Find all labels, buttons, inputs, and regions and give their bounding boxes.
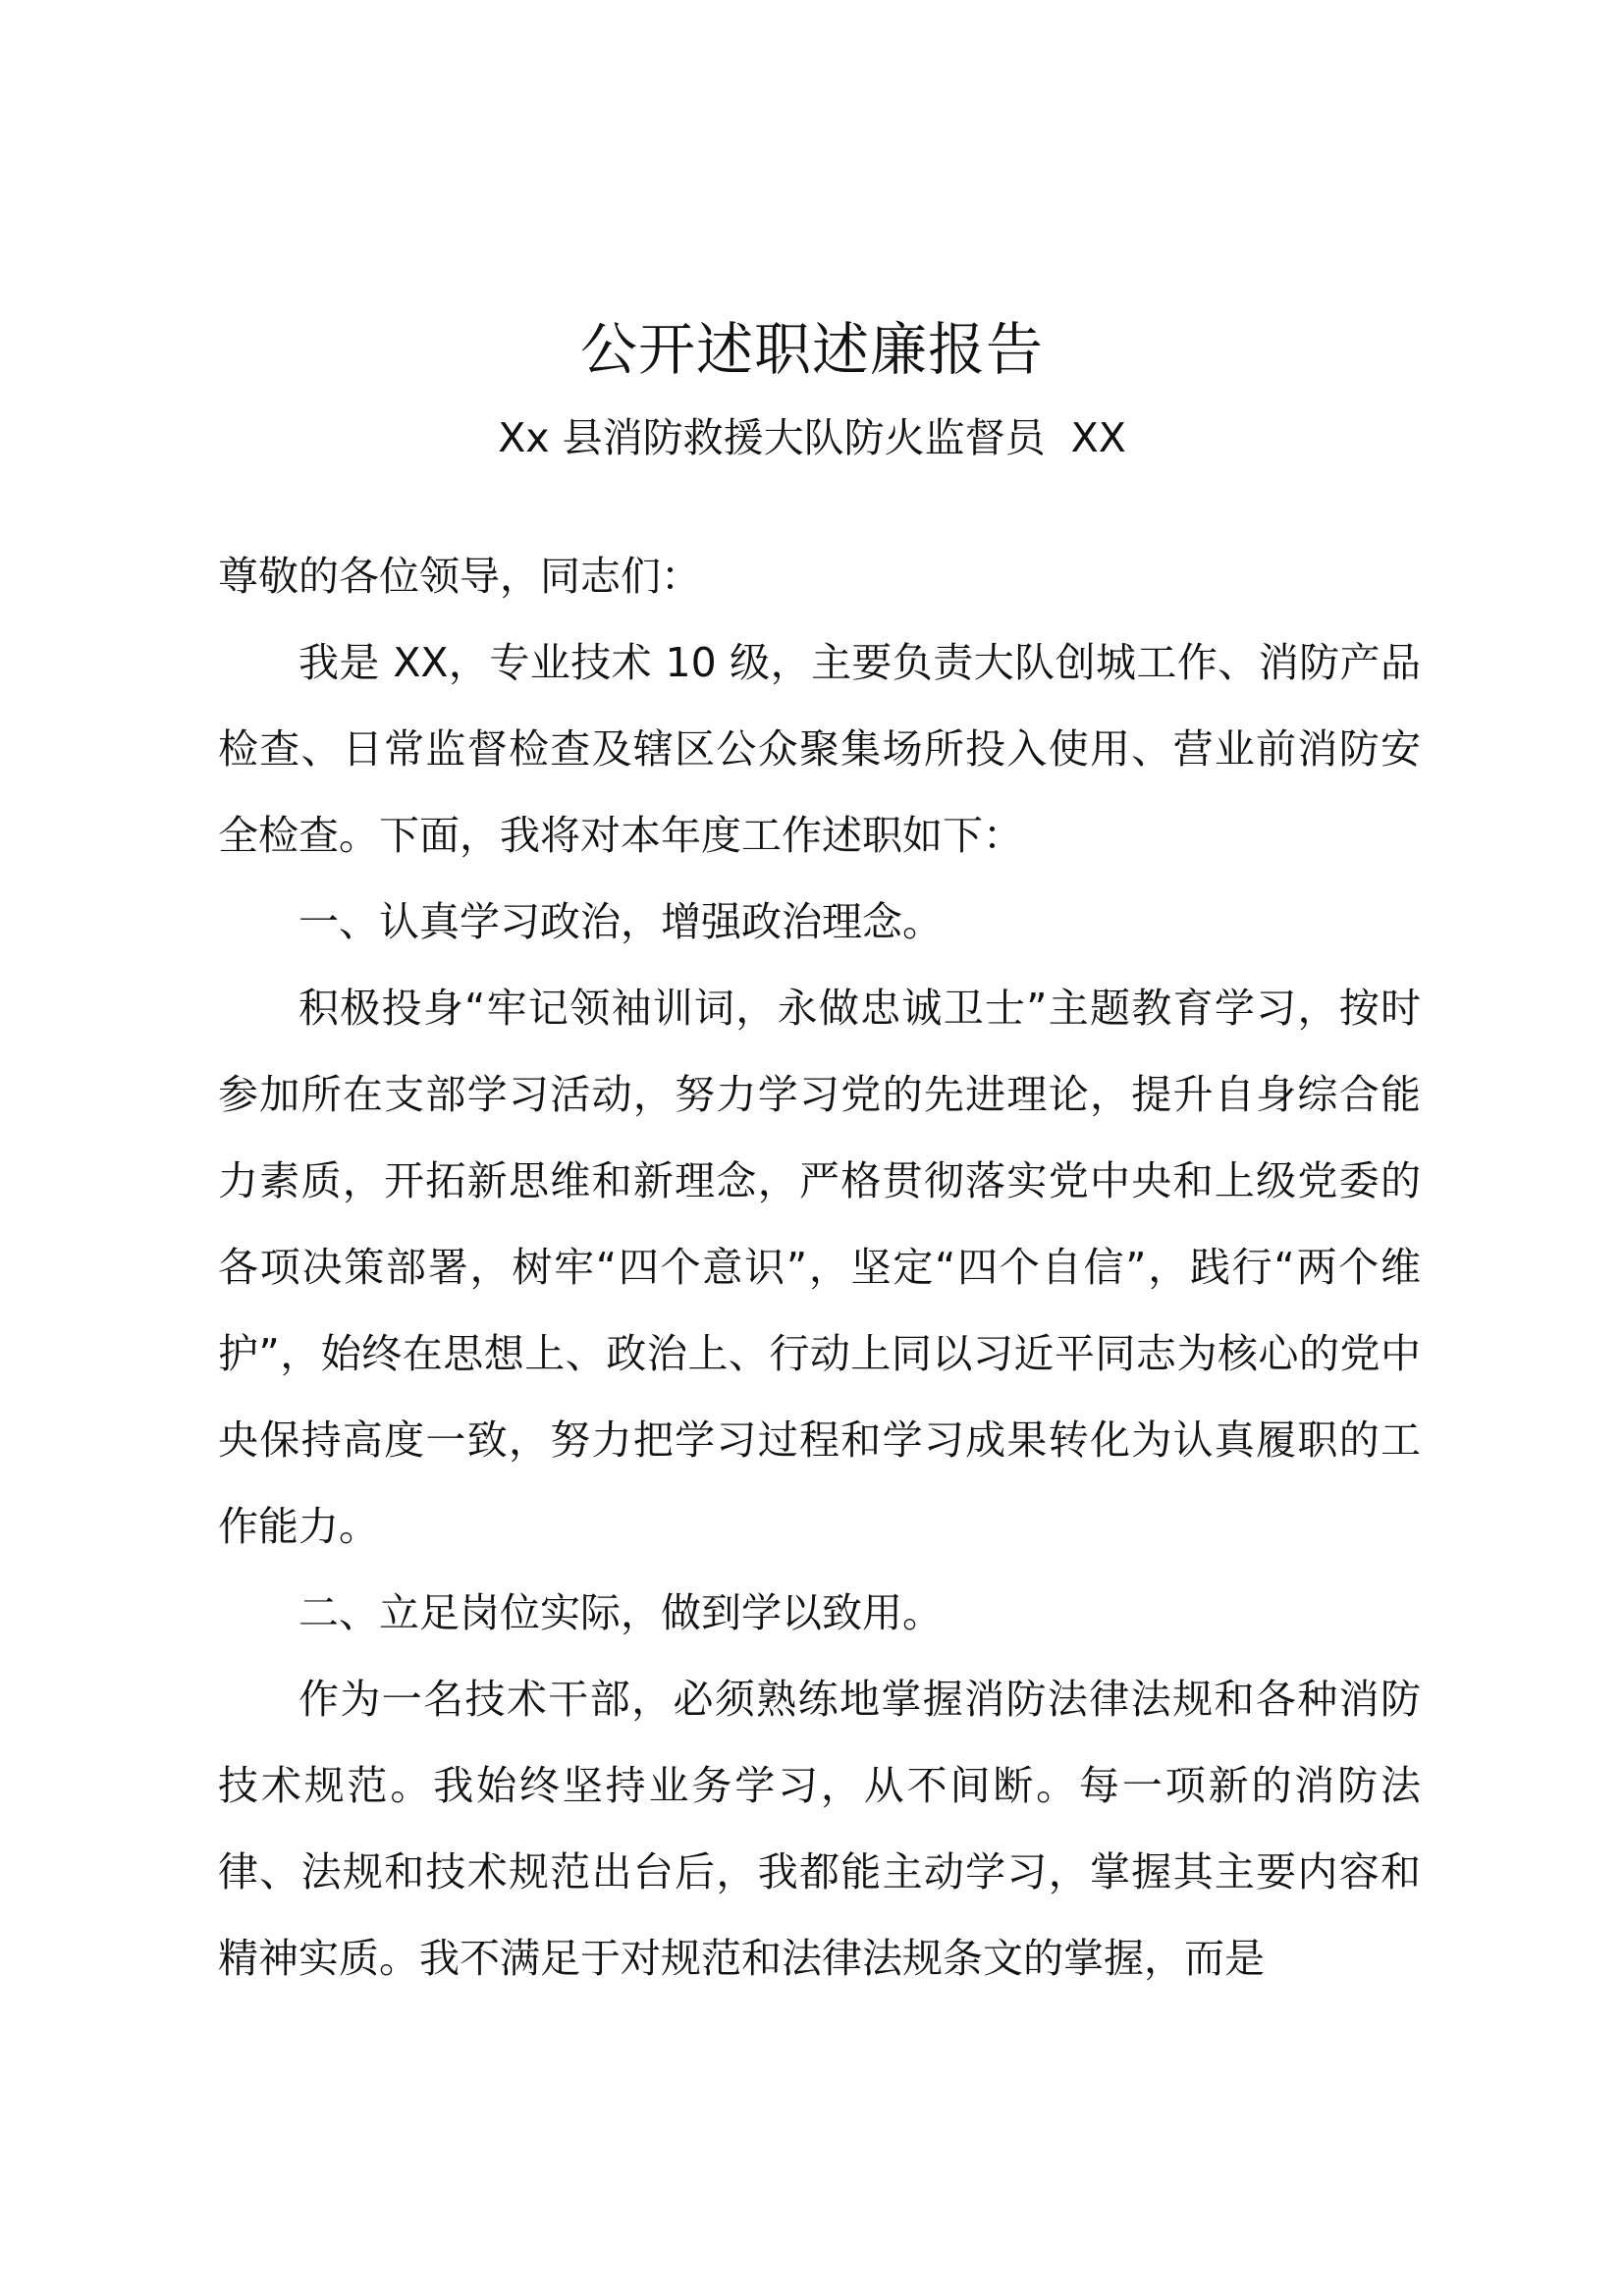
paragraph-intro: 我是 XX，专业技术 10 级，主要负责大队创城工作、消防产品检查、日常监督检查及辖区公众聚集场所投入使用、营业前消防安全检查。下面，我将对本年度工作述职如下：: [218, 639, 1421, 859]
document-subtitle: Xx 县消防救援大队防火监督员 XX: [498, 414, 1126, 461]
section-heading-1: 一、认真学习政治，增强政治理念。: [298, 898, 943, 945]
salutation: 尊敬的各位领导，同志们：: [218, 553, 701, 600]
paragraph-technical-study: 作为一名技术干部，必须熟练地掌握消防法律法规和各种消防技术规范。我始终坚持业务学习，从不间断。每一项新的消防法律、法规和技术规范出台后，我都能主动学习，掌握其主要内容和精神实质。我不满足于对规范和法律法规条文的掌握，而是: [218, 1676, 1421, 1982]
section-heading-2: 二、立足岗位实际，做到学以致用。: [298, 1589, 943, 1636]
paragraph-political-study: 积极投身“牢记领袖训词，永做忠诚卫士”主题教育学习，按时参加所在支部学习活动，努力学习党的先进理论，提升自身综合能力素质，开拓新思维和新理念，严格贯彻落实党中央和上级党委的各项决策部署，树牢“四个意识”，坚定“四个自信”，践行“两个维护”，始终在思想上、政治上、行动上同以习近平同志为核心的党中央保持高度一致，努力把学习过程和学习成果转化为认真履职的工作能力。: [218, 985, 1421, 1550]
document-body: [218, 533, 1421, 2002]
document-title: 公开述职述廉报告: [579, 316, 1044, 383]
